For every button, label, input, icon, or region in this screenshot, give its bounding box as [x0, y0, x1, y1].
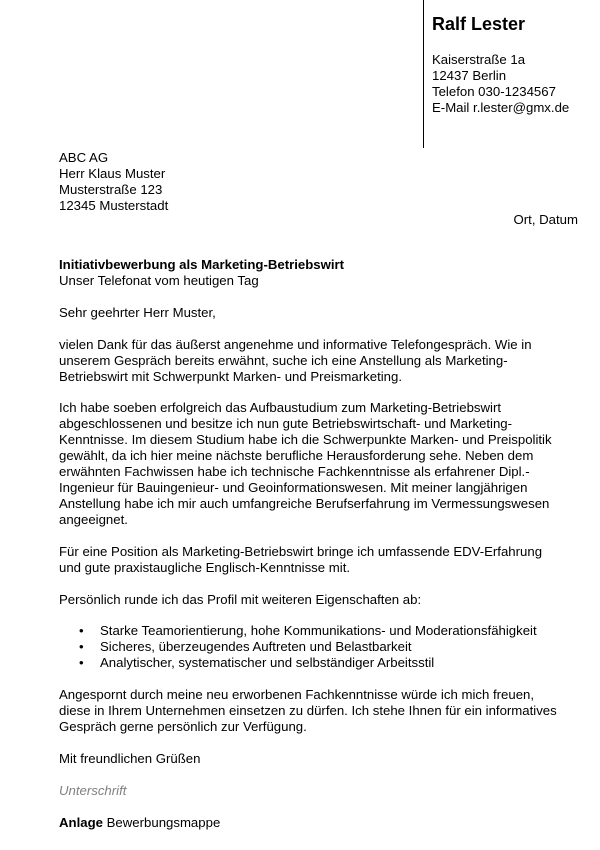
paragraph-line: Gespräch gerne persönlich zur Verfügung. — [59, 718, 307, 734]
paragraph-line: unserem Gespräch bereits erwähnt, suche ich eine Anstellung als Marketing- — [59, 352, 508, 368]
list-item-text: Analytischer, systematischer und selbständiger Arbeitsstil — [100, 655, 435, 671]
attachment-label: Anlage — [59, 814, 103, 830]
paragraph-line: Anstellung habe ich mir auch umfangreiche Berufserfahrung im Vermessungswesen — [59, 495, 550, 511]
closing: Mit freundlichen Grüßen — [59, 750, 201, 766]
paragraph-1 — [59, 337, 579, 385]
sender-phone: Telefon 030-1234567 — [432, 84, 556, 99]
bullet-icon: • — [79, 639, 84, 655]
attachment-line — [59, 815, 579, 831]
paragraph-line: angeeignet. — [59, 511, 128, 527]
list-item-text: Starke Teamorientierung, hohe Kommunikations- und Moderationsfähigkeit — [100, 623, 537, 639]
recipient-street: Musterstraße 123 — [59, 182, 163, 197]
paragraph-line: Ingenieur für Bauingenieur- und Geoinformationswesen. Mit meiner langjährigen — [59, 479, 528, 495]
paragraph-line: abgeschlossenen und besitze ich nun gute Betriebswirtschaft- und Marketing- — [59, 416, 513, 432]
list-item — [59, 623, 579, 639]
paragraph-line: Kenntnisse. Im diesem Studium habe ich die Schwerpunkte Marken- und Preispolitik — [59, 432, 552, 448]
paragraph-line: und gute praxistaugliche Englisch-Kenntnisse mit. — [59, 559, 351, 575]
subject-line: Initiativbewerbung als Marketing-Betriebswirt — [59, 257, 345, 272]
paragraph-line: Ich habe soeben erfolgreich das Aufbaustudium zum Marketing-Betriebswirt — [59, 400, 502, 416]
salutation: Sehr geehrter Herr Muster, — [59, 304, 216, 320]
paragraph-line: erwähnten Fachwissen habe ich technische Fachkenntnisse als erfahrener Dipl.- — [59, 464, 530, 480]
paragraph-line: diese in Ihrem Unternehmen einsetzen zu dürfen. Ich stehe Ihnen für ein informatives — [59, 703, 557, 719]
list-item — [59, 639, 579, 655]
recipient-block — [59, 150, 359, 214]
paragraph-line: Angespornt durch meine neu erworbenen Fachkenntnisse würde ich mich freuen, — [59, 687, 535, 703]
bullet-icon: • — [79, 655, 84, 671]
recipient-person: Herr Klaus Muster — [59, 166, 166, 181]
sender-city: 12437 Berlin — [432, 68, 507, 83]
sender-block — [432, 14, 597, 116]
paragraph-line: gewählt, da ich hier meine nächste berufliche Herausforderung sehe. Neben dem — [59, 448, 534, 464]
attachment-value: Bewerbungsmappe — [106, 814, 221, 830]
paragraph-2 — [59, 400, 579, 527]
paragraph-line: vielen Dank für das äußerst angenehme und informative Telefongespräch. Wie in — [59, 336, 532, 352]
paragraph-4: Persönlich runde ich das Profil mit weiteren Eigenschaften ab: — [59, 591, 422, 607]
sender-email: E-Mail r.lester@gmx.de — [432, 100, 570, 115]
list-item — [59, 655, 579, 671]
signature: Unterschrift — [59, 782, 127, 798]
reference-line: Unser Telefonat vom heutigen Tag — [59, 272, 259, 288]
paragraph-5 — [59, 687, 579, 735]
letter-body — [59, 257, 579, 831]
bullet-icon: • — [79, 623, 84, 639]
paragraph-line: Betriebswirt mit Schwerpunkt Marken- und Preismarketing. — [59, 368, 402, 384]
paragraph-line: Für eine Position als Marketing-Betriebswirt bringe ich umfassende EDV-Erfahrung — [59, 543, 543, 559]
sender-street: Kaiserstraße 1a — [432, 52, 526, 67]
paragraph-3 — [59, 544, 579, 576]
list-item-text: Sicheres, überzeugendes Auftreten und Belastbarkeit — [100, 639, 412, 655]
header-divider-line — [423, 0, 424, 148]
recipient-company: ABC AG — [59, 150, 109, 165]
qualities-list — [59, 623, 579, 671]
sender-name: Ralf Lester — [432, 14, 526, 34]
place-date: Ort, Datum — [513, 212, 578, 227]
recipient-city: 12345 Musterstadt — [59, 198, 169, 213]
